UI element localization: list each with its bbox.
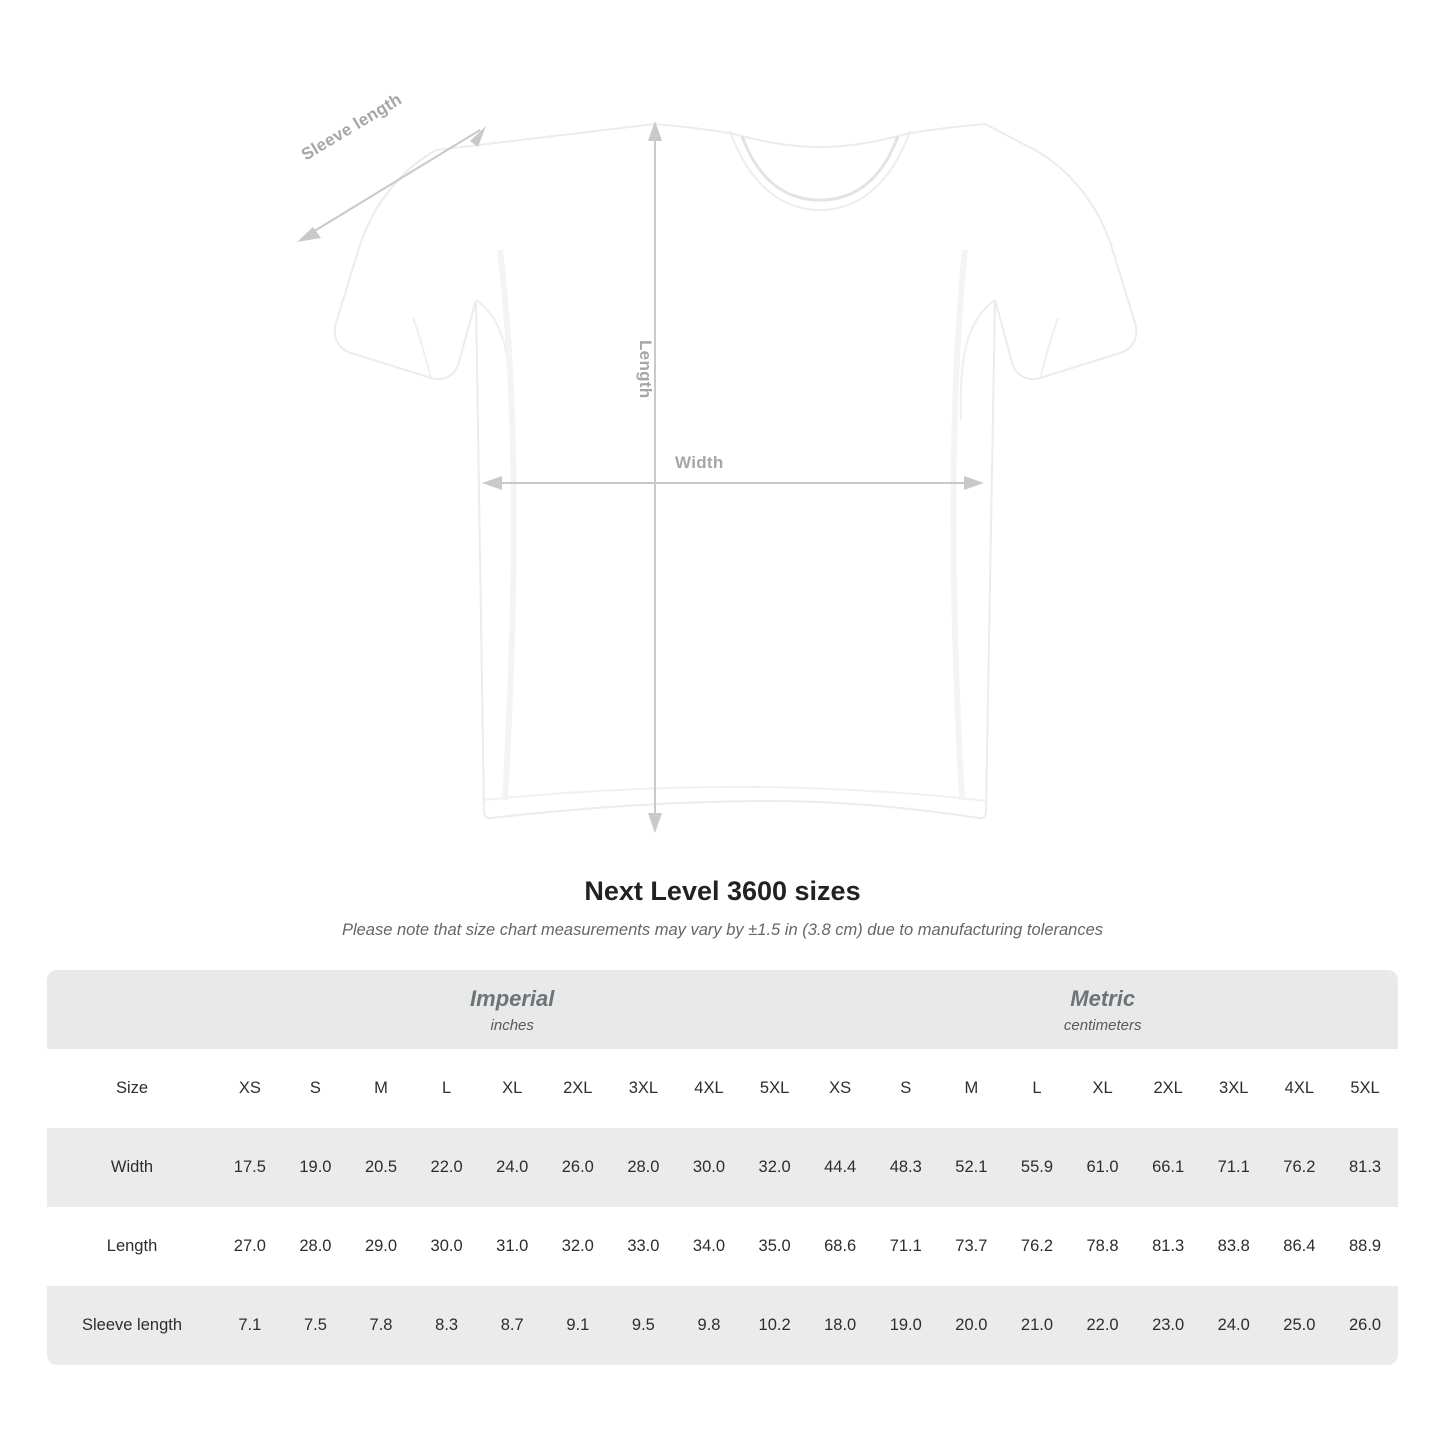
cell-length-metric-2xl: 81.3: [1135, 1207, 1201, 1286]
cell-sleeve-imperial-s: 7.5: [283, 1286, 349, 1365]
cell-width-metric-xl: 61.0: [1070, 1128, 1136, 1207]
table-row-sleeve-length: [47, 1286, 1398, 1365]
cell-length-metric-m: 73.7: [939, 1207, 1005, 1286]
cell-width-metric-s: 48.3: [873, 1128, 939, 1207]
cell-sleeve-imperial-l: 8.3: [414, 1286, 480, 1365]
cell-length-metric-l: 76.2: [1004, 1207, 1070, 1286]
cell-sleeve-imperial-m: 7.8: [348, 1286, 414, 1365]
annotation-length: Length: [636, 340, 655, 399]
header-size-imperial-5xl: 5XL: [742, 1049, 808, 1128]
cell-width-metric-m: 52.1: [939, 1128, 1005, 1207]
table-corner-cell: [47, 970, 217, 1049]
header-size-metric-4xl: 4XL: [1267, 1049, 1333, 1128]
cell-length-imperial-3xl: 33.0: [611, 1207, 677, 1286]
header-size-metric-xs: XS: [807, 1049, 873, 1128]
header-size-metric-m: M: [939, 1049, 1005, 1128]
header-size-metric-5xl: 5XL: [1332, 1049, 1398, 1128]
row-label-width: Width: [47, 1128, 217, 1207]
annotation-width: Width: [675, 453, 724, 472]
cell-width-imperial-5xl: 32.0: [742, 1128, 808, 1207]
row-label-sleeve-length: Sleeve length: [47, 1286, 217, 1365]
cell-sleeve-imperial-xl: 8.7: [479, 1286, 545, 1365]
cell-sleeve-metric-5xl: 26.0: [1332, 1286, 1398, 1365]
cell-length-imperial-m: 29.0: [348, 1207, 414, 1286]
cell-width-imperial-m: 20.5: [348, 1128, 414, 1207]
row-label-length: Length: [47, 1207, 217, 1286]
header-size-imperial-3xl: 3XL: [611, 1049, 677, 1128]
header-size-imperial-4xl: 4XL: [676, 1049, 742, 1128]
cell-width-imperial-xs: 17.5: [217, 1128, 283, 1207]
cell-sleeve-imperial-5xl: 10.2: [742, 1286, 808, 1365]
cell-sleeve-imperial-3xl: 9.5: [611, 1286, 677, 1365]
cell-sleeve-metric-xl: 22.0: [1070, 1286, 1136, 1365]
cell-sleeve-metric-3xl: 24.0: [1201, 1286, 1267, 1365]
cell-width-metric-xs: 44.4: [807, 1128, 873, 1207]
cell-sleeve-metric-xs: 18.0: [807, 1286, 873, 1365]
system-group-imperial: [217, 970, 807, 1049]
cell-length-metric-5xl: 88.9: [1332, 1207, 1398, 1286]
table-row-width: [47, 1128, 1398, 1207]
cell-width-metric-2xl: 66.1: [1135, 1128, 1201, 1207]
cell-length-metric-xs: 68.6: [807, 1207, 873, 1286]
cell-length-imperial-s: 28.0: [283, 1207, 349, 1286]
header-size-metric-s: S: [873, 1049, 939, 1128]
cell-length-imperial-2xl: 32.0: [545, 1207, 611, 1286]
header-size-imperial-2xl: 2XL: [545, 1049, 611, 1128]
title-block: [0, 876, 1445, 940]
cell-length-imperial-5xl: 35.0: [742, 1207, 808, 1286]
cell-length-metric-4xl: 86.4: [1267, 1207, 1333, 1286]
cell-length-imperial-xl: 31.0: [479, 1207, 545, 1286]
cell-sleeve-metric-2xl: 23.0: [1135, 1286, 1201, 1365]
cell-width-metric-3xl: 71.1: [1201, 1128, 1267, 1207]
cell-width-imperial-xl: 24.0: [479, 1128, 545, 1207]
cell-width-metric-4xl: 76.2: [1267, 1128, 1333, 1207]
system-unit-metric: centimeters: [1063, 1017, 1142, 1035]
header-size-metric-l: L: [1004, 1049, 1070, 1128]
size-table-wrapper: [47, 970, 1398, 1365]
cell-sleeve-metric-m: 20.0: [939, 1286, 1005, 1365]
header-size-imperial-m: M: [348, 1049, 414, 1128]
header-size-metric-2xl: 2XL: [1135, 1049, 1201, 1128]
cell-sleeve-metric-4xl: 25.0: [1267, 1286, 1333, 1365]
annotation-sleeve-length: Sleeve length: [298, 89, 406, 165]
cell-length-imperial-4xl: 34.0: [676, 1207, 742, 1286]
cell-sleeve-metric-s: 19.0: [873, 1286, 939, 1365]
cell-length-metric-s: 71.1: [873, 1207, 939, 1286]
page-title: Next Level 3600 sizes: [584, 876, 861, 906]
cell-width-imperial-4xl: 30.0: [676, 1128, 742, 1207]
header-size-imperial-l: L: [414, 1049, 480, 1128]
cell-width-metric-5xl: 81.3: [1332, 1128, 1398, 1207]
header-size-imperial-xs: XS: [217, 1049, 283, 1128]
table-system-header-row: [47, 970, 1398, 1049]
header-size-imperial-xl: XL: [479, 1049, 545, 1128]
cell-width-metric-l: 55.9: [1004, 1128, 1070, 1207]
cell-width-imperial-3xl: 28.0: [611, 1128, 677, 1207]
cell-length-metric-xl: 78.8: [1070, 1207, 1136, 1286]
cell-sleeve-imperial-2xl: 9.1: [545, 1286, 611, 1365]
cell-width-imperial-s: 19.0: [283, 1128, 349, 1207]
header-size-metric-xl: XL: [1070, 1049, 1136, 1128]
cell-sleeve-imperial-xs: 7.1: [217, 1286, 283, 1365]
cell-width-imperial-2xl: 26.0: [545, 1128, 611, 1207]
cell-length-imperial-l: 30.0: [414, 1207, 480, 1286]
cell-length-imperial-xs: 27.0: [217, 1207, 283, 1286]
cell-length-metric-3xl: 83.8: [1201, 1207, 1267, 1286]
system-name-imperial: Imperial: [470, 985, 555, 1011]
header-size-imperial-s: S: [283, 1049, 349, 1128]
header-size-label: Size: [47, 1049, 217, 1128]
size-table: [47, 970, 1398, 1365]
table-size-header-row: [47, 1049, 1398, 1128]
table-row-length: [47, 1207, 1398, 1286]
system-name-metric: Metric: [1070, 985, 1136, 1011]
system-unit-imperial: inches: [490, 1017, 534, 1035]
system-group-metric: [807, 970, 1398, 1049]
tolerance-note: Please note that size chart measurements may vary by ±1.5 in (3.8 cm) due to manufacturing tolerances: [341, 921, 1104, 939]
cell-width-imperial-l: 22.0: [414, 1128, 480, 1207]
header-size-metric-3xl: 3XL: [1201, 1049, 1267, 1128]
cell-sleeve-metric-l: 21.0: [1004, 1286, 1070, 1365]
cell-sleeve-imperial-4xl: 9.8: [676, 1286, 742, 1365]
